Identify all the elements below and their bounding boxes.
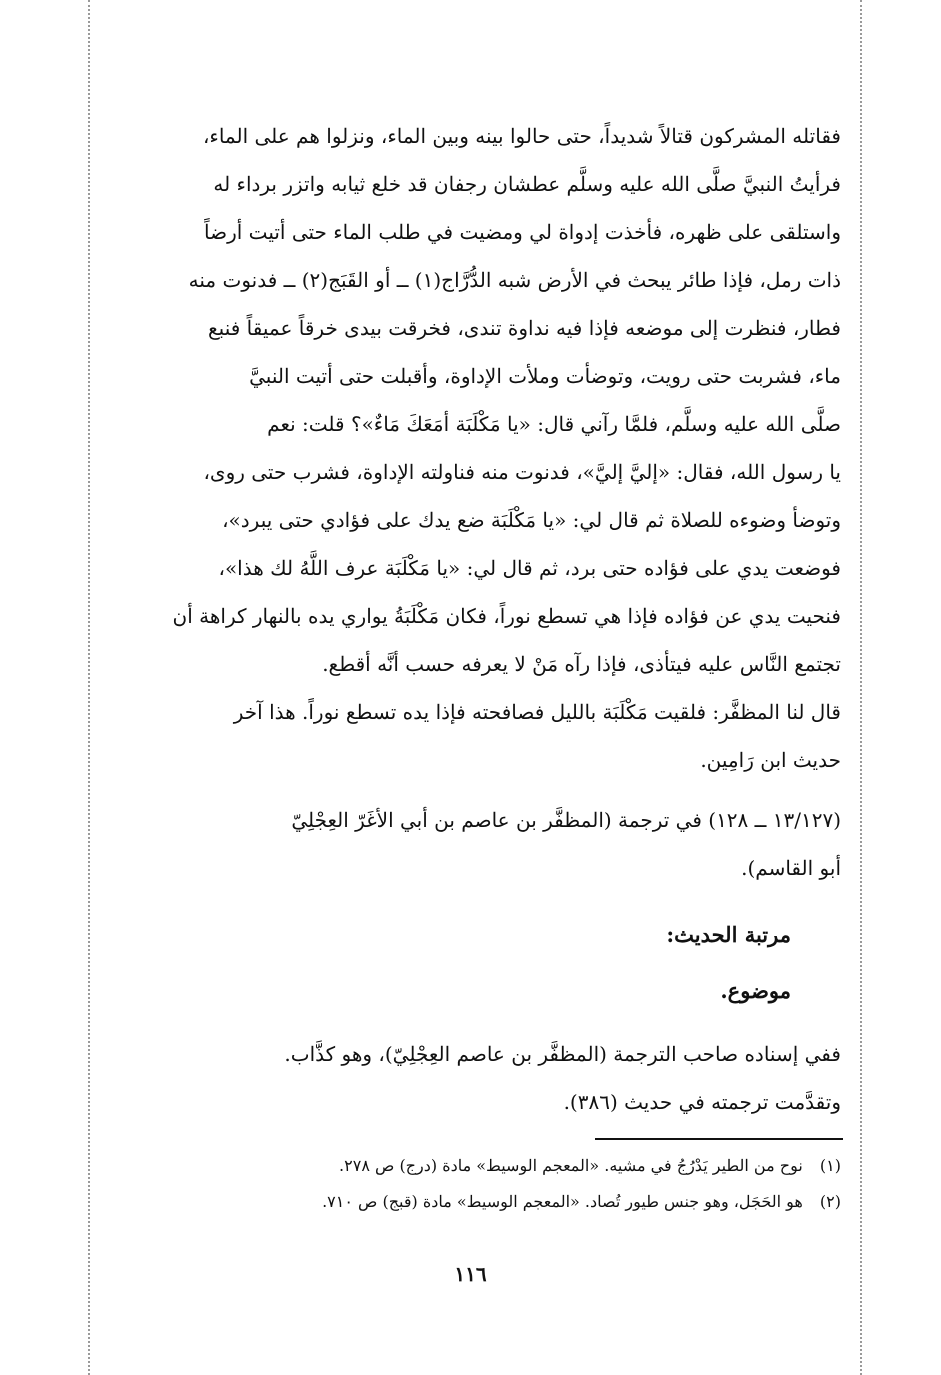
footnote-1 (101, 1148, 841, 1184)
text-line: فطار، فنظرت إلى موضعه فإذا فيه نداوة تندى، فخرقت بيدى خرقاً عميقاً فنبع (208, 316, 841, 340)
footnote-text: نوح من الطير يَدْرُجُ في مشيه. «المعجم الوسيط» مادة (درج) ص ٢٧٨. (339, 1156, 803, 1175)
grading-explanation-paragraph (101, 1030, 841, 1126)
text-line: صلَّى الله عليه وسلَّم، فلمَّا رآني قال: «يا مَكْلَبَة أمَعَكَ مَاءٌ»؟ قلت: نعم (267, 412, 841, 436)
footnote-separator (595, 1138, 843, 1140)
text-line: وتقدَّمت ترجمته في حديث (٣٨٦). (563, 1090, 841, 1114)
page-number: ١١٦ (454, 1262, 487, 1286)
text-line: فوضعت يدي على فؤاده حتى برد، ثم قال لي: «يا مَكْلَبَة عرف اللَّهُ لك هذا»، (218, 556, 841, 580)
text-line: وتوضأ وضوءه للصلاة ثم قال لي: «يا مَكْلَبَة ضع يدك على فؤادي حتى يبرد»، (222, 508, 841, 532)
text-line: ماء، فشربت حتى رويت، وتوضأت وملأت الإداوة، وأقبلت حتى أتيت النبيَّ (249, 364, 841, 388)
footnote-number: (٢) (819, 1192, 841, 1211)
text-line: (١٣/١٢٧ ــ ١٢٨) في ترجمة (المظفَّر بن عاصم بن أبي الأغَرّ العِجْلِيّ (291, 808, 841, 832)
footnote-2 (101, 1184, 841, 1220)
footnotes (101, 1148, 841, 1220)
text-line: أبو القاسم). (741, 856, 841, 880)
text-line: فنحيت يدي عن فؤاده فإذا هي تسطع نوراً، فكان مَكْلَبَةُ يواري يده بالنهار كراهة أن (172, 604, 841, 628)
text-line: قال لنا المظفَّر: فلقيت مَكْلَبَة بالليل فصافحته فإذا يده تسطع نوراً. هذا آخر (233, 700, 841, 724)
section-heading-rank: مرتبة الحديث: (666, 922, 791, 947)
grade-heading: موضوع. (720, 978, 791, 1003)
text-line: ففي إسناده صاحب الترجمة (المظفَّر بن عاصم العِجْلِيّ)، وهو كذَّاب. (284, 1042, 841, 1066)
left-dotted-margin (88, 0, 90, 1375)
source-reference-paragraph (101, 796, 841, 892)
footnote-text: هو الحَجَل، وهو جنس طيور تُصاد. «المعجم الوسيط» مادة (قبج) ص ٧١٠. (322, 1192, 803, 1211)
text-line: فرأيتُ النبيَّ صلَّى الله عليه وسلَّم عطشان رجفان قد خلع ثيابه واتزر برداء له (213, 172, 841, 196)
text-line: فقاتله المشركون قتالاً شديداً، حتى حالوا بينه وبين الماء، ونزلوا هم على الماء، (202, 124, 841, 148)
text-line: واستلقى على ظهره، فأخذت إدواة لي ومضيت في طلب الماء حتى أتيت أرضاً (204, 220, 841, 244)
muzaffar-statement-paragraph (101, 688, 841, 784)
text-line: يا رسول الله، فقال: «إليَّ إليَّ»، فدنوت منه فناولته الإداوة، فشرب حتى روى، (203, 460, 841, 484)
text-line: ذات رمل، فإذا طائر يبحث في الأرض شبه الدُّرَّاج(١) ــ أو القَبَج(٢) ــ فدنوت منه (188, 268, 841, 292)
right-dotted-margin (860, 0, 862, 1375)
footnote-number: (١) (819, 1156, 841, 1175)
text-line: تجتمع النَّاس عليه فيتأذى، فإذا رآه مَنْ لا يعرفه حسب أنَّه أقطع. (322, 652, 841, 676)
hadith-narrative-paragraph (101, 112, 841, 688)
text-line: حديث ابن رَامِين. (700, 748, 841, 772)
